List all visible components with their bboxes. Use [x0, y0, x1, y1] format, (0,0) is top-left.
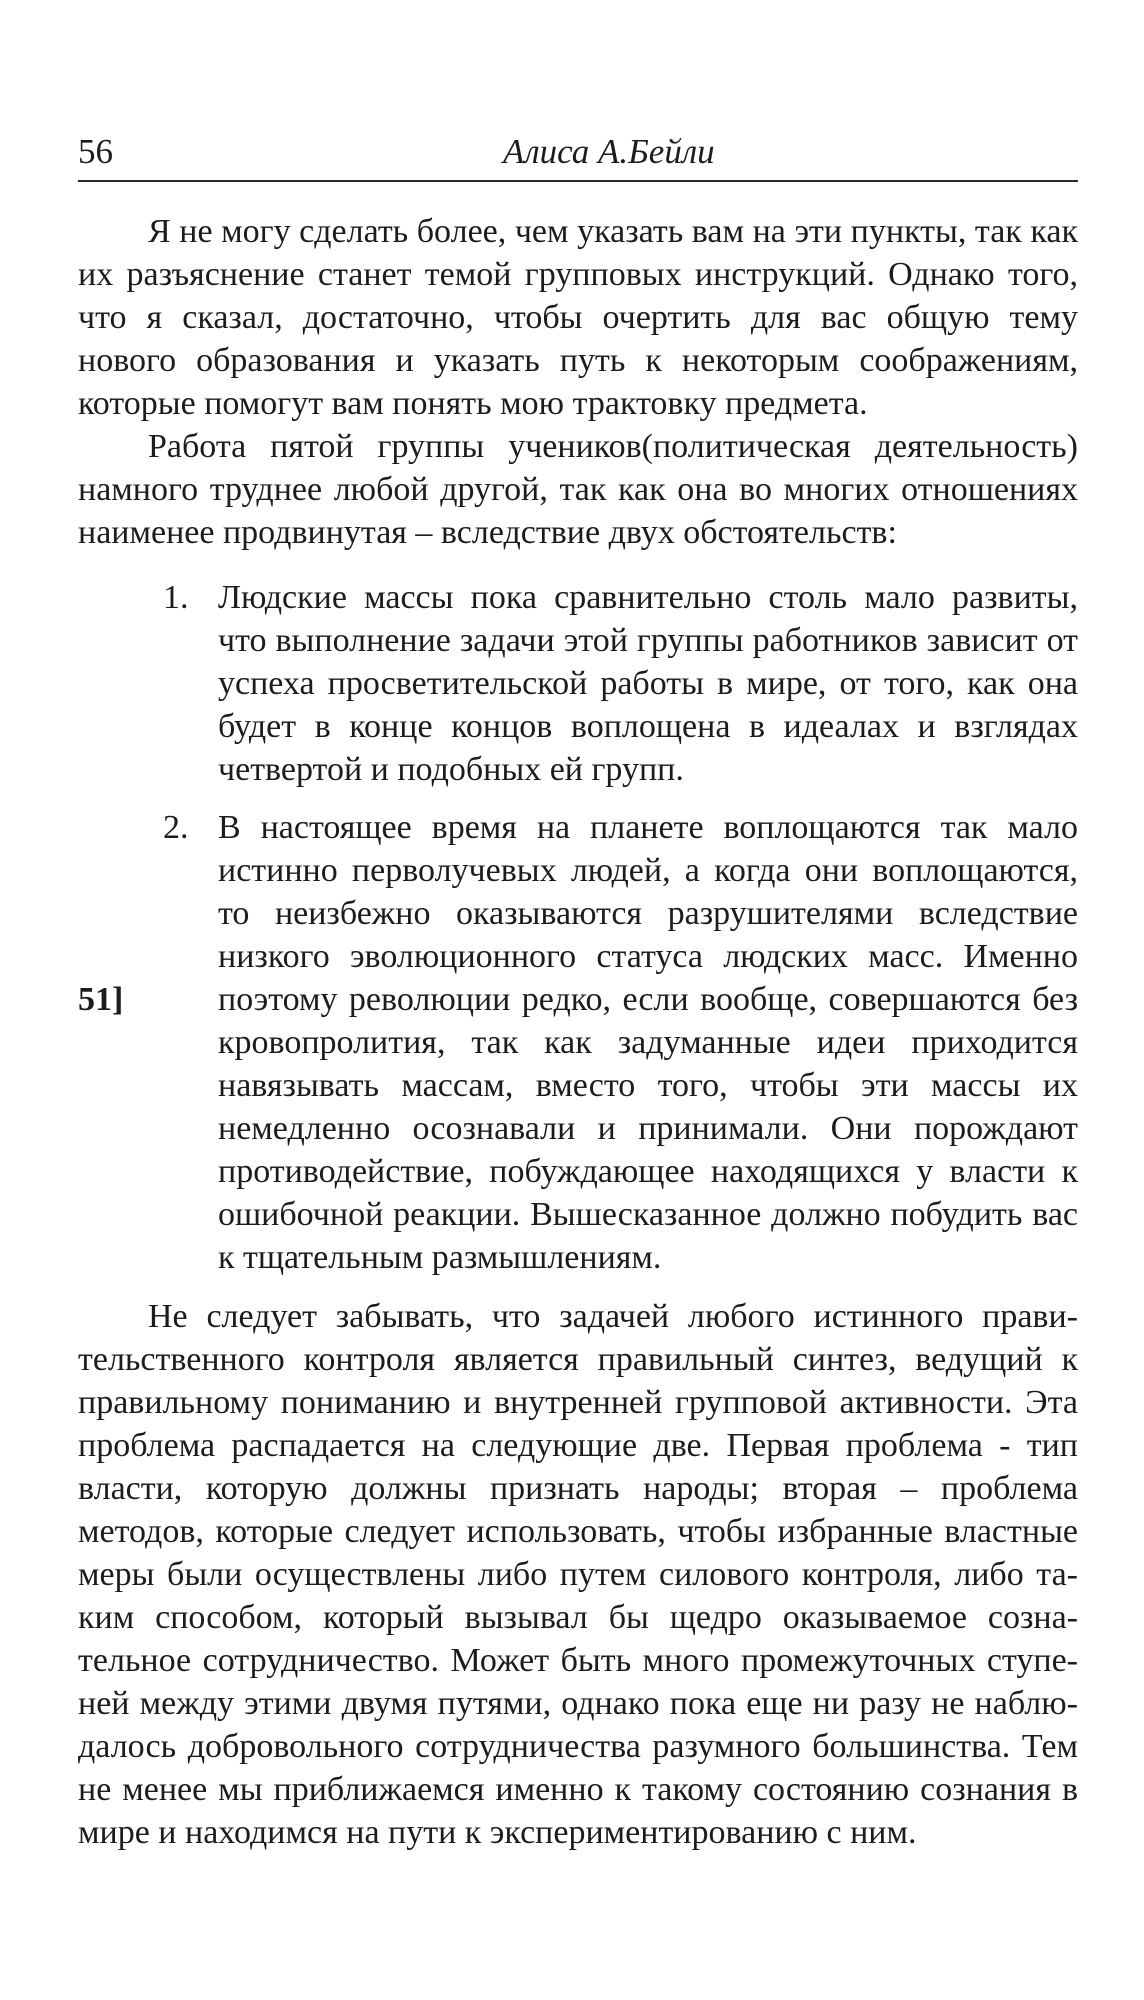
list-item-text: В настоящее время на планете воплощаются так мало истинно перволучевых людей, а когда они воплощаются, то неизбежно оказываются разрушителями вследствие низкого эволюционного статуса людских масс. Именно поэтому революции редко, если вообще, совершаются без кровопролития, так как задуманные идеи приходится навязывать массам, вместо того, чтобы эти массы их немедленно осознавали и принимали. Они порождают противодействие, побуждающее находящихся у власти к ошибочной реакции. Вышесказанное должно побудить вас к тщательным размышлениям. — [218, 809, 1078, 1276]
list-item-number: 2. — [163, 809, 189, 846]
running-title: Алиса А.Бейли — [503, 132, 715, 171]
page-header — [78, 128, 1078, 182]
paragraph-2: Работа пятой группы учеников(политическая деятельность) намного труднее любой другой, так как она во многих отношениях наименее продвинутая – вследствие двух обстоятельств: — [78, 428, 1078, 551]
paragraph-3: Не следует забывать, что задачей любого истинного правительственного контроля является правильный синтез, ведущий к правильному пониманию и внутренней групповой активности. Эта проблема распадается на следующие две. Первая проблема - тип власти, которую должны признать народы; вторая – проблема методов, которые следует использовать, чтобы избранные властные меры были осуществлены либо путем силового контроля, либо таким способом, который вызывал бы щедро оказываемое сознательное сотрудничество. Может быть много промежуточных ступеней между этими двумя путями, однако пока еще ни разу не наблюдалось добровольного сотрудничества разумного большинства. Тем не менее мы приближаемся именно к такому состоянию сознания в мире и находимся на пути к экспериментированию с ним. — [78, 1298, 1078, 1851]
page-number: 56 — [78, 132, 113, 171]
list-item-text: Людские массы пока сравнительно столь мало развиты, что выполнение задачи этой группы работников зависит от успеха просветительской работы в мире, от того, как она будет в конце концов воплощена в идеалах и взглядах четвертой и подобных ей групп. — [218, 579, 1078, 788]
paragraph-1: Я не могу сделать более, чем указать вам на эти пункты, так как их разъяснение станет темой групповых инструкций. Однако того, что я сказал, достаточно, чтобы очертить для вас общую тему нового образования и указать путь к некоторым соображениям, которые помогут вам понять мою трактовку предмета. — [78, 213, 1078, 422]
list-item-number: 1. — [163, 579, 189, 616]
margin-page-marker: 51] — [78, 981, 124, 1018]
